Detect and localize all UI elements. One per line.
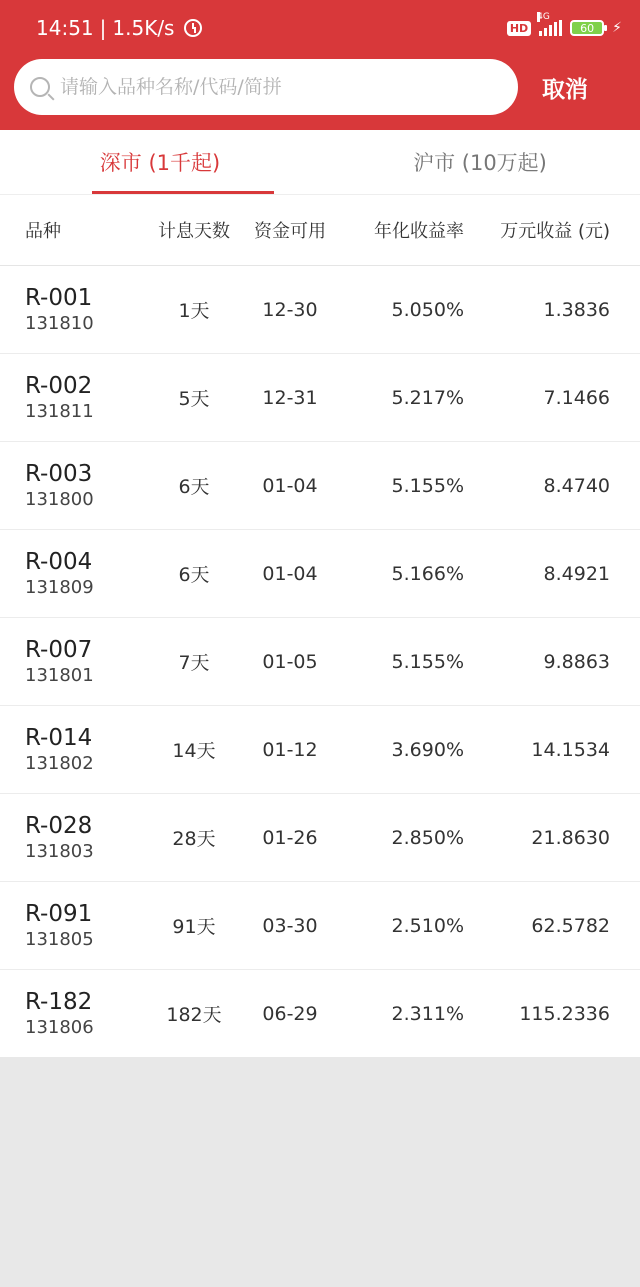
cell-income: 115.2336 xyxy=(519,1002,610,1025)
cell-rate: 3.690% xyxy=(391,738,464,761)
product-code: 131806 xyxy=(25,1016,94,1038)
status-separator: | xyxy=(99,16,107,40)
battery-icon xyxy=(570,20,604,36)
product-code: 131811 xyxy=(25,400,94,422)
table-header xyxy=(0,195,640,266)
cell-rate: 2.311% xyxy=(391,1002,464,1025)
repo-table xyxy=(0,195,640,1057)
signal-icon xyxy=(537,12,562,36)
header-name[interactable]: 品种 xyxy=(25,221,61,242)
product-code: 131803 xyxy=(25,840,94,862)
cell-income: 9.8863 xyxy=(543,650,610,673)
header-available[interactable]: 资金可用 xyxy=(254,221,326,242)
header-income[interactable]: 万元收益 (元) xyxy=(500,221,610,242)
search-row xyxy=(14,58,640,116)
cell-days: 6天 xyxy=(178,476,210,498)
cell-days: 1天 xyxy=(178,300,210,322)
cell-days: 7天 xyxy=(178,652,210,674)
search-input[interactable] xyxy=(58,75,502,99)
cell-available: 03-30 xyxy=(262,914,318,937)
market-tabs xyxy=(0,130,640,195)
cell-rate: 2.510% xyxy=(391,914,464,937)
cell-rate: 2.850% xyxy=(391,826,464,849)
product-code: 131805 xyxy=(25,928,94,950)
status-time: 14:51 xyxy=(36,16,94,40)
battery-level: 60 xyxy=(580,21,595,35)
table-row[interactable] xyxy=(0,882,640,970)
status-bar xyxy=(0,0,640,56)
cell-available: 01-12 xyxy=(262,738,318,761)
product-code: 131810 xyxy=(25,312,94,334)
cell-rate: 5.050% xyxy=(391,298,464,321)
table-row[interactable] xyxy=(0,354,640,442)
cell-available: 01-05 xyxy=(262,650,318,673)
cell-income: 14.1534 xyxy=(531,738,610,761)
product-name: R-028 xyxy=(25,812,93,839)
table-row[interactable] xyxy=(0,794,640,882)
product-name: R-014 xyxy=(25,724,93,751)
cell-days: 182天 xyxy=(166,1004,222,1026)
table-row[interactable] xyxy=(0,618,640,706)
product-code: 131809 xyxy=(25,576,94,598)
cell-available: 12-31 xyxy=(262,386,318,409)
cell-available: 06-29 xyxy=(262,1002,318,1025)
cell-days: 5天 xyxy=(178,388,210,410)
product-code: 131802 xyxy=(25,752,94,774)
table-row[interactable] xyxy=(0,530,640,618)
hd-badge: HD xyxy=(507,21,531,36)
charging-icon: ⚡ xyxy=(612,20,622,36)
table-row[interactable] xyxy=(0,266,640,354)
search-icon xyxy=(30,77,50,97)
product-name: R-182 xyxy=(25,988,93,1015)
cell-available: 12-30 xyxy=(262,298,318,321)
product-name: R-007 xyxy=(25,636,93,663)
product-name: R-001 xyxy=(25,284,93,311)
header-days[interactable]: 计息天数 xyxy=(158,221,230,242)
network-type: 4G xyxy=(537,12,550,22)
product-name: R-003 xyxy=(25,460,93,487)
product-code: 131800 xyxy=(25,488,94,510)
cell-rate: 5.217% xyxy=(391,386,464,409)
cell-rate: 5.155% xyxy=(391,474,464,497)
cell-available: 01-04 xyxy=(262,474,318,497)
cell-income: 7.1466 xyxy=(543,386,610,409)
cell-rate: 5.166% xyxy=(391,562,464,585)
cell-income: 62.5782 xyxy=(531,914,610,937)
tab-shenzhen[interactable]: 深市 (1千起) xyxy=(0,130,320,194)
cell-income: 21.8630 xyxy=(531,826,610,849)
cell-income: 8.4740 xyxy=(543,474,610,497)
cell-days: 6天 xyxy=(178,564,210,586)
cell-income: 1.3836 xyxy=(543,298,610,321)
table-row[interactable] xyxy=(0,970,640,1057)
tab-shanghai[interactable]: 沪市 (10万起) xyxy=(413,151,547,175)
product-name: R-091 xyxy=(25,900,93,927)
cancel-button[interactable]: 取消 xyxy=(542,76,588,103)
network-speed: 1.5K/s xyxy=(112,16,175,40)
cell-days: 14天 xyxy=(172,740,216,762)
header-rate[interactable]: 年化收益率 xyxy=(374,221,464,242)
table-row[interactable] xyxy=(0,442,640,530)
alarm-icon xyxy=(184,19,202,37)
cell-available: 01-26 xyxy=(262,826,318,849)
product-code: 131801 xyxy=(25,664,94,686)
product-name: R-002 xyxy=(25,372,93,399)
search-box[interactable] xyxy=(14,59,518,115)
cell-available: 01-04 xyxy=(262,562,318,585)
top-bar xyxy=(0,0,640,130)
table-row[interactable] xyxy=(0,706,640,794)
cell-days: 28天 xyxy=(172,828,216,850)
cell-rate: 5.155% xyxy=(391,650,464,673)
product-name: R-004 xyxy=(25,548,93,575)
cell-days: 91天 xyxy=(172,916,216,938)
cell-income: 8.4921 xyxy=(543,562,610,585)
